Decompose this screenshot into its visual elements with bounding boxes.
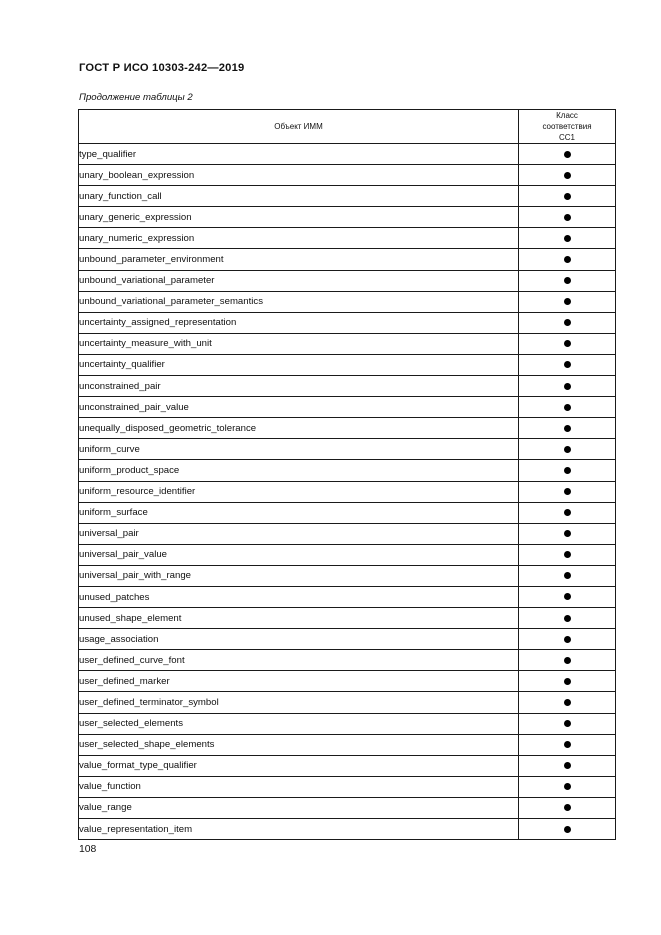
object-name-cell: user_selected_shape_elements xyxy=(79,734,519,755)
object-name-cell: unary_boolean_expression xyxy=(79,165,519,186)
conformance-cell xyxy=(519,418,616,439)
filled-circle-icon xyxy=(564,804,571,811)
object-name-cell: unequally_disposed_geometric_tolerance xyxy=(79,418,519,439)
conformance-cell xyxy=(519,629,616,650)
filled-circle-icon xyxy=(564,235,571,242)
object-name-cell: unbound_variational_parameter_semantics xyxy=(79,291,519,312)
conformance-cell xyxy=(519,523,616,544)
filled-circle-icon xyxy=(564,593,571,600)
table-row xyxy=(79,354,616,375)
object-name-cell: uniform_curve xyxy=(79,439,519,460)
table-row xyxy=(79,333,616,354)
filled-circle-icon xyxy=(564,214,571,221)
object-name-cell: unused_patches xyxy=(79,586,519,607)
filled-circle-icon xyxy=(564,425,571,432)
table-row xyxy=(79,565,616,586)
filled-circle-icon xyxy=(564,762,571,769)
filled-circle-icon xyxy=(564,172,571,179)
table-row xyxy=(79,228,616,249)
object-name-cell: uniform_product_space xyxy=(79,460,519,481)
table-row xyxy=(79,186,616,207)
conformance-cell xyxy=(519,671,616,692)
conformance-cell xyxy=(519,186,616,207)
conformance-cell xyxy=(519,586,616,607)
filled-circle-icon xyxy=(564,340,571,347)
filled-circle-icon xyxy=(564,151,571,158)
table-row xyxy=(79,502,616,523)
filled-circle-icon xyxy=(564,467,571,474)
object-name-cell: user_defined_terminator_symbol xyxy=(79,692,519,713)
object-name-cell: uncertainty_measure_with_unit xyxy=(79,333,519,354)
object-name-cell: value_representation_item xyxy=(79,819,519,840)
conformance-cell xyxy=(519,734,616,755)
filled-circle-icon xyxy=(564,256,571,263)
filled-circle-icon xyxy=(564,741,571,748)
conformance-cell xyxy=(519,165,616,186)
filled-circle-icon xyxy=(564,319,571,326)
conformance-cell xyxy=(519,312,616,333)
object-name-cell: user_defined_curve_font xyxy=(79,650,519,671)
filled-circle-icon xyxy=(564,657,571,664)
object-name-cell: unbound_parameter_environment xyxy=(79,249,519,270)
object-name-cell: uniform_resource_identifier xyxy=(79,481,519,502)
filled-circle-icon xyxy=(564,509,571,516)
conformance-cell xyxy=(519,819,616,840)
table-row xyxy=(79,418,616,439)
table-row xyxy=(79,397,616,418)
conformance-cell xyxy=(519,207,616,228)
filled-circle-icon xyxy=(564,277,571,284)
object-name-cell: unconstrained_pair_value xyxy=(79,397,519,418)
object-name-cell: unary_function_call xyxy=(79,186,519,207)
conformance-cell xyxy=(519,692,616,713)
table-row xyxy=(79,207,616,228)
filled-circle-icon xyxy=(564,193,571,200)
filled-circle-icon xyxy=(564,383,571,390)
table-row xyxy=(79,144,616,165)
column-header-object: Объект ИММ xyxy=(79,110,519,144)
filled-circle-icon xyxy=(564,530,571,537)
object-name-cell: user_selected_elements xyxy=(79,713,519,734)
object-name-cell: uniform_surface xyxy=(79,502,519,523)
conformance-cell xyxy=(519,397,616,418)
filled-circle-icon xyxy=(564,636,571,643)
conformance-cell xyxy=(519,333,616,354)
object-name-cell: user_defined_marker xyxy=(79,671,519,692)
conformance-cell xyxy=(519,439,616,460)
conformance-cell xyxy=(519,713,616,734)
filled-circle-icon xyxy=(564,783,571,790)
conformance-cell xyxy=(519,481,616,502)
conformance-table xyxy=(78,109,616,840)
table-row xyxy=(79,586,616,607)
filled-circle-icon xyxy=(564,720,571,727)
filled-circle-icon xyxy=(564,678,571,685)
table-row xyxy=(79,671,616,692)
conformance-cell xyxy=(519,565,616,586)
table-row xyxy=(79,165,616,186)
table-caption: Продолжение таблицы 2 xyxy=(79,92,193,103)
table-row xyxy=(79,291,616,312)
table-row xyxy=(79,819,616,840)
table-row xyxy=(79,544,616,565)
table-row xyxy=(79,249,616,270)
object-name-cell: unused_shape_element xyxy=(79,608,519,629)
table-row xyxy=(79,439,616,460)
table-body xyxy=(79,144,616,840)
object-name-cell: value_format_type_qualifier xyxy=(79,755,519,776)
table-row xyxy=(79,481,616,502)
table-row xyxy=(79,797,616,818)
object-name-cell: universal_pair xyxy=(79,523,519,544)
filled-circle-icon xyxy=(564,551,571,558)
table-row xyxy=(79,650,616,671)
document-header: ГОСТ Р ИСО 10303-242—2019 xyxy=(79,62,245,74)
object-name-cell: unary_generic_expression xyxy=(79,207,519,228)
object-name-cell: value_function xyxy=(79,776,519,797)
conformance-cell xyxy=(519,354,616,375)
object-name-cell: uncertainty_assigned_representation xyxy=(79,312,519,333)
conformance-cell xyxy=(519,797,616,818)
filled-circle-icon xyxy=(564,699,571,706)
conformance-cell xyxy=(519,270,616,291)
conformance-cell xyxy=(519,755,616,776)
object-name-cell: usage_association xyxy=(79,629,519,650)
filled-circle-icon xyxy=(564,572,571,579)
table-row xyxy=(79,713,616,734)
conformance-cell xyxy=(519,228,616,249)
conformance-cell xyxy=(519,376,616,397)
object-name-cell: universal_pair_with_range xyxy=(79,565,519,586)
table-row xyxy=(79,755,616,776)
column-header-conformance-class: Класс соответствия СС1 xyxy=(519,110,616,144)
filled-circle-icon xyxy=(564,615,571,622)
table-header-row xyxy=(79,110,616,144)
table-row xyxy=(79,460,616,481)
filled-circle-icon xyxy=(564,404,571,411)
table-row xyxy=(79,270,616,291)
table-row xyxy=(79,734,616,755)
conformance-cell xyxy=(519,650,616,671)
conformance-cell xyxy=(519,291,616,312)
filled-circle-icon xyxy=(564,446,571,453)
object-name-cell: unconstrained_pair xyxy=(79,376,519,397)
conformance-cell xyxy=(519,460,616,481)
conformance-cell xyxy=(519,502,616,523)
table-row xyxy=(79,312,616,333)
filled-circle-icon xyxy=(564,488,571,495)
table-row xyxy=(79,376,616,397)
conformance-cell xyxy=(519,608,616,629)
object-name-cell: type_qualifier xyxy=(79,144,519,165)
table-row xyxy=(79,692,616,713)
conformance-cell xyxy=(519,144,616,165)
object-name-cell: unbound_variational_parameter xyxy=(79,270,519,291)
table-row xyxy=(79,629,616,650)
object-name-cell: value_range xyxy=(79,797,519,818)
conformance-cell xyxy=(519,544,616,565)
object-name-cell: uncertainty_qualifier xyxy=(79,354,519,375)
filled-circle-icon xyxy=(564,298,571,305)
object-name-cell: universal_pair_value xyxy=(79,544,519,565)
conformance-cell xyxy=(519,249,616,270)
object-name-cell: unary_numeric_expression xyxy=(79,228,519,249)
table-row xyxy=(79,523,616,544)
filled-circle-icon xyxy=(564,361,571,368)
table-row xyxy=(79,608,616,629)
conformance-cell xyxy=(519,776,616,797)
page-number: 108 xyxy=(79,844,97,855)
table-row xyxy=(79,776,616,797)
filled-circle-icon xyxy=(564,826,571,833)
